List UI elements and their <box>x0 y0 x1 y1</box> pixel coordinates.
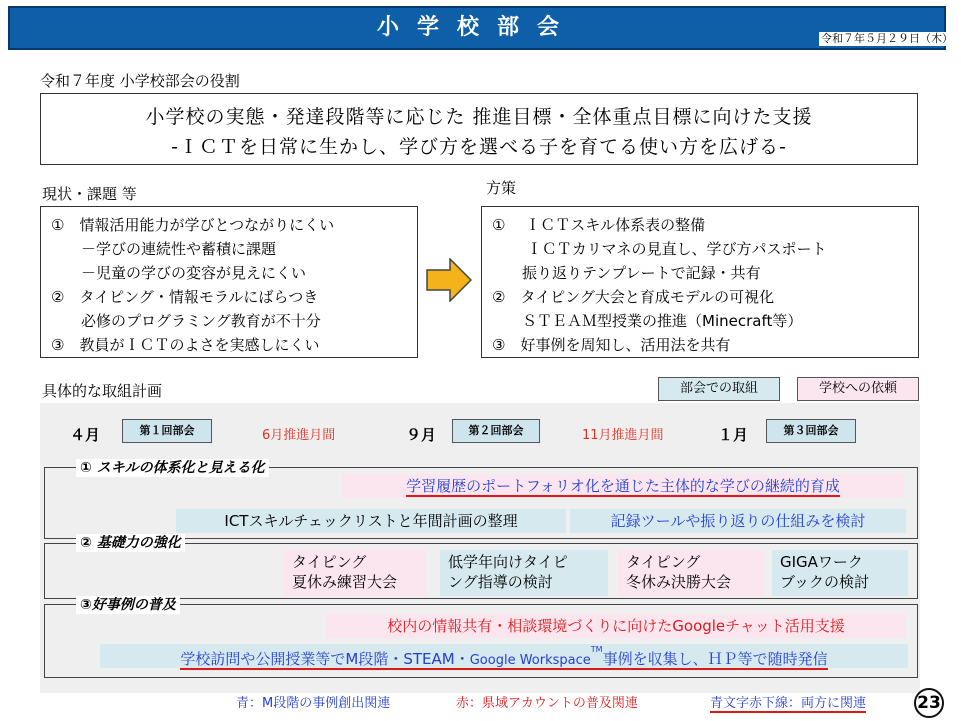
cat3-item-visits <box>100 644 908 668</box>
footer-blue-legend: 青：M段階の事例創出関連 <box>236 696 391 711</box>
timeline-september: ９月 <box>406 426 437 444</box>
status-row: －児童の学びの変容が見えにくい <box>51 264 307 282</box>
cat3-item-visits-text <box>180 645 828 670</box>
cat2-item-lower-grade <box>440 550 608 596</box>
policy-row: 振り返りテンプレートで記録・共有 <box>492 264 761 282</box>
cat2-item-giga-workbook <box>772 550 908 596</box>
cat2-item-giga-line1: GIGAワーク <box>780 553 863 571</box>
meeting-3-tag: 第３回部会 <box>766 419 856 443</box>
role-heading: 令和７年度 小学校部会の役割 <box>40 72 240 90</box>
policy-row: ＳＴＥＡＭ型授業の推進（Minecraft等） <box>492 312 803 330</box>
meeting-1-tag: 第１回部会 <box>122 419 212 443</box>
arrow-right-icon <box>426 258 472 302</box>
cat1-item-tools: 記録ツールや振り返りの仕組みを検討 <box>570 509 906 533</box>
cat2-item-lower-line2: ング指導の検討 <box>448 573 553 591</box>
page-title: 小学校部会 <box>376 15 577 40</box>
cat3-visits-workspace: Google Workspace <box>469 653 591 668</box>
legend-club-tag: 部会での取組 <box>658 377 780 401</box>
cat2-item-winter-line2: 冬休み決勝大会 <box>626 573 732 591</box>
page-number: 23 <box>914 688 944 718</box>
cat1-item-checklist: ICTスキルチェックリストと年間計画の整理 <box>176 509 566 533</box>
footer-red-legend: 赤：県域アカウントの普及関連 <box>456 696 638 711</box>
policy-row: ③ 好事例を周知し、活用法を共有 <box>492 336 731 354</box>
policy-heading: 方策 <box>486 179 517 197</box>
cat2-item-giga-line2: ブックの検討 <box>780 573 869 591</box>
cat3-item-google-chat: 校内の情報共有・相談環境づくりに向けたGoogleチャット活用支援 <box>326 614 906 638</box>
policy-row: ① ＩＣＴスキル体系表の整備 <box>492 216 706 234</box>
cat1-item-portfolio-text: 学習履歴のポートフォリオ化を通じた主体的な学びの継続的育成 <box>406 477 840 495</box>
status-row: －学びの連続性や蓄積に課題 <box>51 240 277 258</box>
cat2-item-summer-typing <box>284 550 426 596</box>
status-row: ③ 教員がＩＣＴのよさを実感しにくい <box>51 336 320 354</box>
status-row: 必修のプログラミング教育が不十分 <box>51 312 321 330</box>
policy-row: ② タイピング大会と育成モデルの可視化 <box>492 288 775 306</box>
status-row: ① 情報活用能力が学びとつながりにくい <box>51 216 335 234</box>
role-line-1: 小学校の実態・発達段階等に応じた 推進目標・全体重点目標に向けた支援 <box>145 106 813 128</box>
cat2-item-summer-line2: 夏休み練習大会 <box>292 573 398 591</box>
role-line-2: -ＩＣＴを日常に生かし、学び方を選べる子を育てる使い方を広げる- <box>171 136 787 158</box>
timeline-november-month: 11月推進月間 <box>582 428 664 443</box>
status-box <box>40 206 418 358</box>
cat2-item-lower-line1: 低学年向けタイピ <box>448 553 568 571</box>
footer-both-legend: 青文字赤下線：両方に関連 <box>710 692 866 713</box>
meeting-2-tag: 第２回部会 <box>452 419 540 443</box>
category-2-label: ② 基礎力の強化 <box>76 534 185 552</box>
role-box <box>40 93 918 165</box>
cat3-visits-part1: 学校訪問や公開授業等でM段階・STEAM・ <box>180 650 470 668</box>
cat2-item-winter-line1: タイピング <box>626 553 701 571</box>
cat3-visits-part2: 事例を収集し、ＨＰ等で随時発信 <box>602 650 828 668</box>
cat3-visits-tm: TM <box>590 645 603 654</box>
policy-row: ＩＣＴカリマネの見直し、学び方パスポート <box>492 240 827 258</box>
cat2-item-summer-line1: タイピング <box>292 553 367 571</box>
timeline-january: １月 <box>718 426 749 444</box>
cat1-item-portfolio <box>342 474 904 498</box>
cat2-item-winter-typing <box>618 550 764 596</box>
status-row: ② タイピング・情報モラルにばらつき <box>51 288 319 306</box>
date-label: 令和７年５月２９日（木） <box>821 32 953 45</box>
plan-heading: 具体的な取組計画 <box>42 382 163 400</box>
category-1-label: ① スキルの体系化と見える化 <box>76 459 269 477</box>
header-banner <box>8 6 946 50</box>
category-3-label: ③好事例の普及 <box>76 596 180 614</box>
status-heading: 現状・課題 等 <box>42 185 137 203</box>
timeline-april: ４月 <box>70 426 101 444</box>
policy-box <box>481 206 919 358</box>
timeline-june-month: 6月推進月間 <box>262 428 336 443</box>
legend-school-tag: 学校への依頼 <box>797 377 919 401</box>
